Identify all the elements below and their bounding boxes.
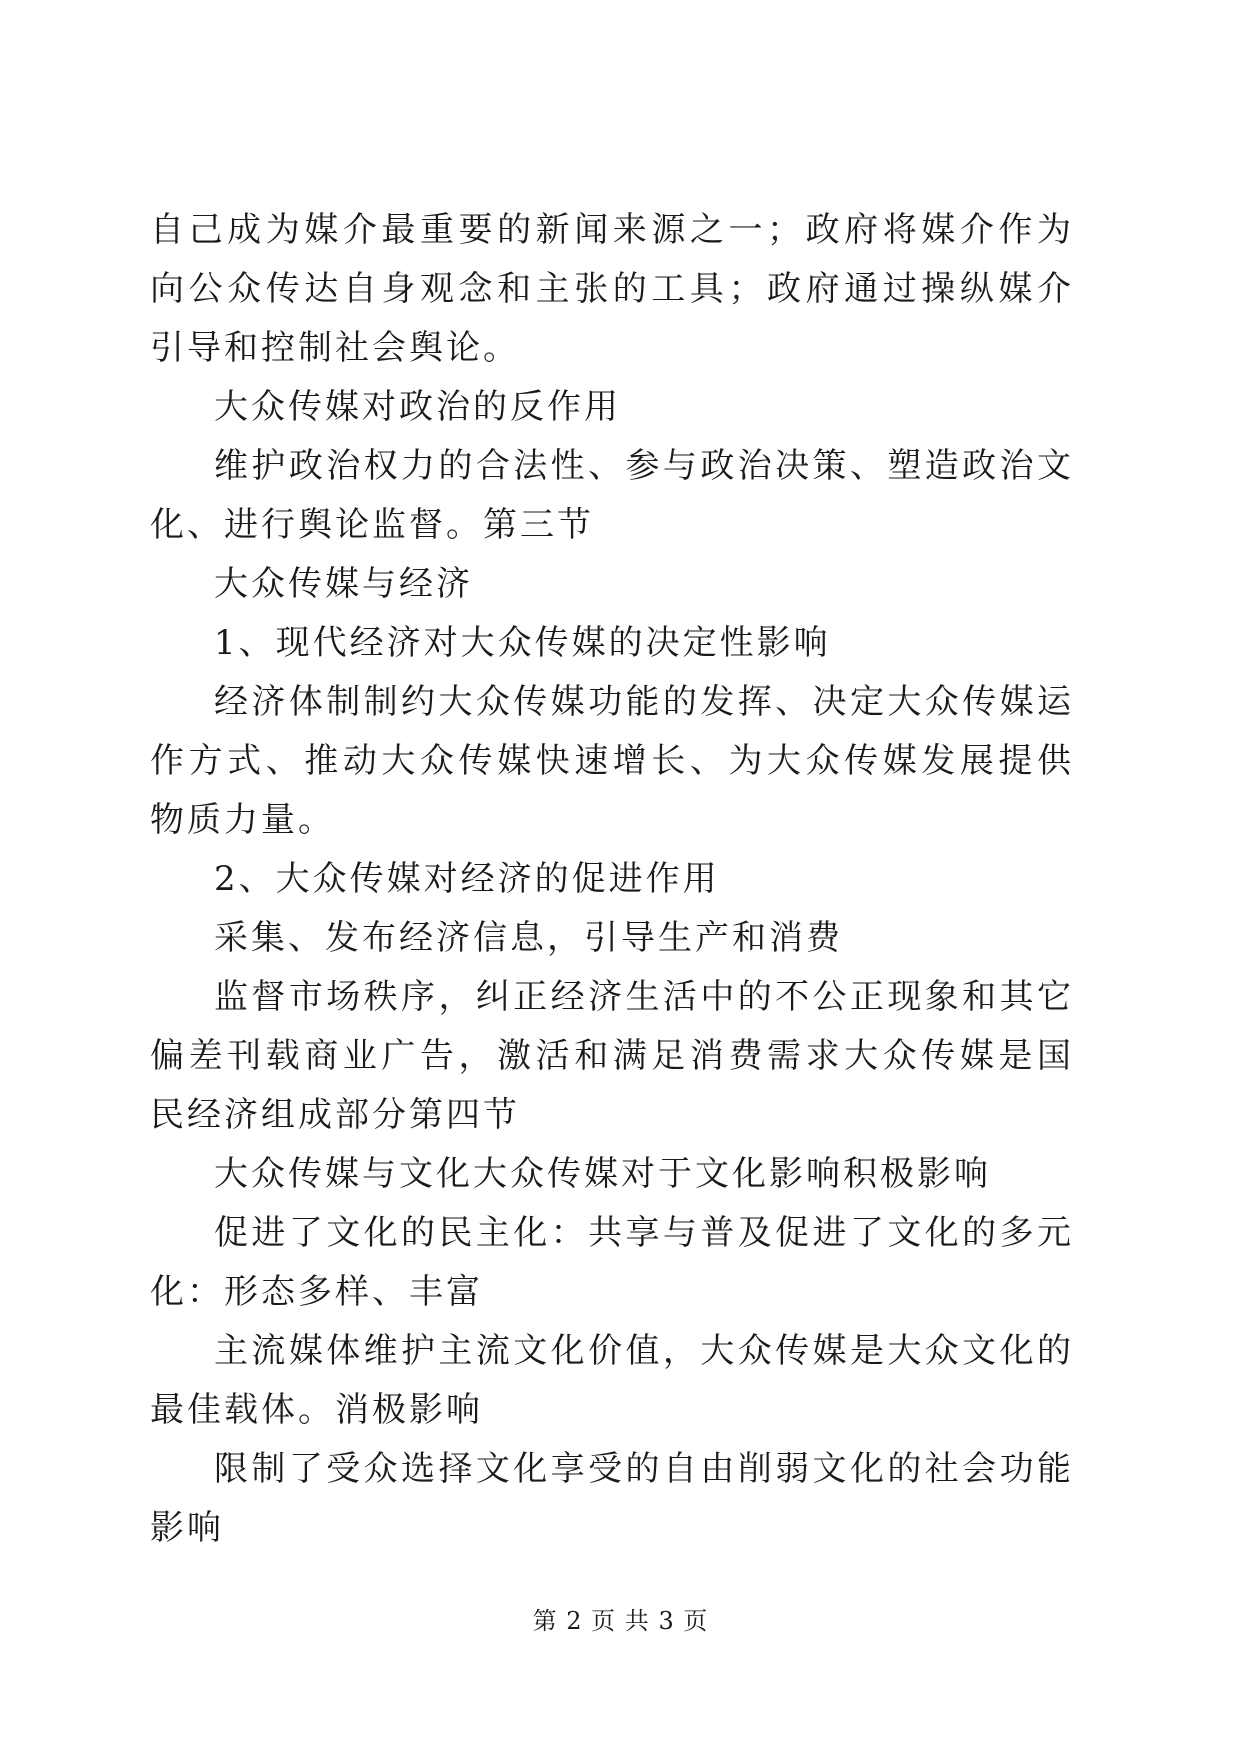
paragraph-market-supervision: 监督市场秩序，纠正经济生活中的不公正现象和其它偏差刊载商业广告，激活和满足消费需求大众传媒是国民经济组成部分第四节 [150, 977, 1074, 1135]
paragraph-economic-information: 采集、发布经济信息，引导生产和消费 [214, 918, 843, 958]
page-number-footer: 第 2 页 共 3 页 [532, 1607, 709, 1635]
heading-media-and-culture: 大众传媒与文化大众传媒对于文化影响积极影响 [214, 1154, 991, 1194]
heading-economy-decisive-influence: 1、现代经济对大众传媒的决定性影响 [214, 623, 831, 663]
paragraph-economic-system: 经济体制制约大众传媒功能的发挥、决定大众传媒运作方式、推动大众传媒快速增长、为大众传媒发展提供物质力量。 [150, 682, 1074, 840]
heading-media-political-reaction: 大众传媒对政治的反作用 [214, 387, 621, 427]
paragraph-mainstream-culture: 主流媒体维护主流文化价值，大众传媒是大众文化的最佳载体。消极影响 [150, 1331, 1074, 1430]
paragraph-media-news-source: 自己成为媒介最重要的新闻来源之一；政府将媒介作为向公众传达自身观念和主张的工具；政府通过操纵媒介引导和控制社会舆论。 [150, 210, 1074, 368]
paragraph-political-legitimacy: 维护政治权力的合法性、参与政治决策、塑造政治文化、进行舆论监督。第三节 [150, 446, 1074, 545]
heading-media-promotes-economy: 2、大众传媒对经济的促进作用 [214, 859, 720, 899]
paragraph-cultural-democratization: 促进了文化的民主化：共享与普及促进了文化的多元化：形态多样、丰富 [150, 1213, 1074, 1312]
document-body [150, 201, 1074, 1558]
paragraph-negative-influence: 限制了受众选择文化享受的自由削弱文化的社会功能影响 [150, 1449, 1074, 1548]
heading-media-and-economy: 大众传媒与经济 [214, 564, 473, 604]
